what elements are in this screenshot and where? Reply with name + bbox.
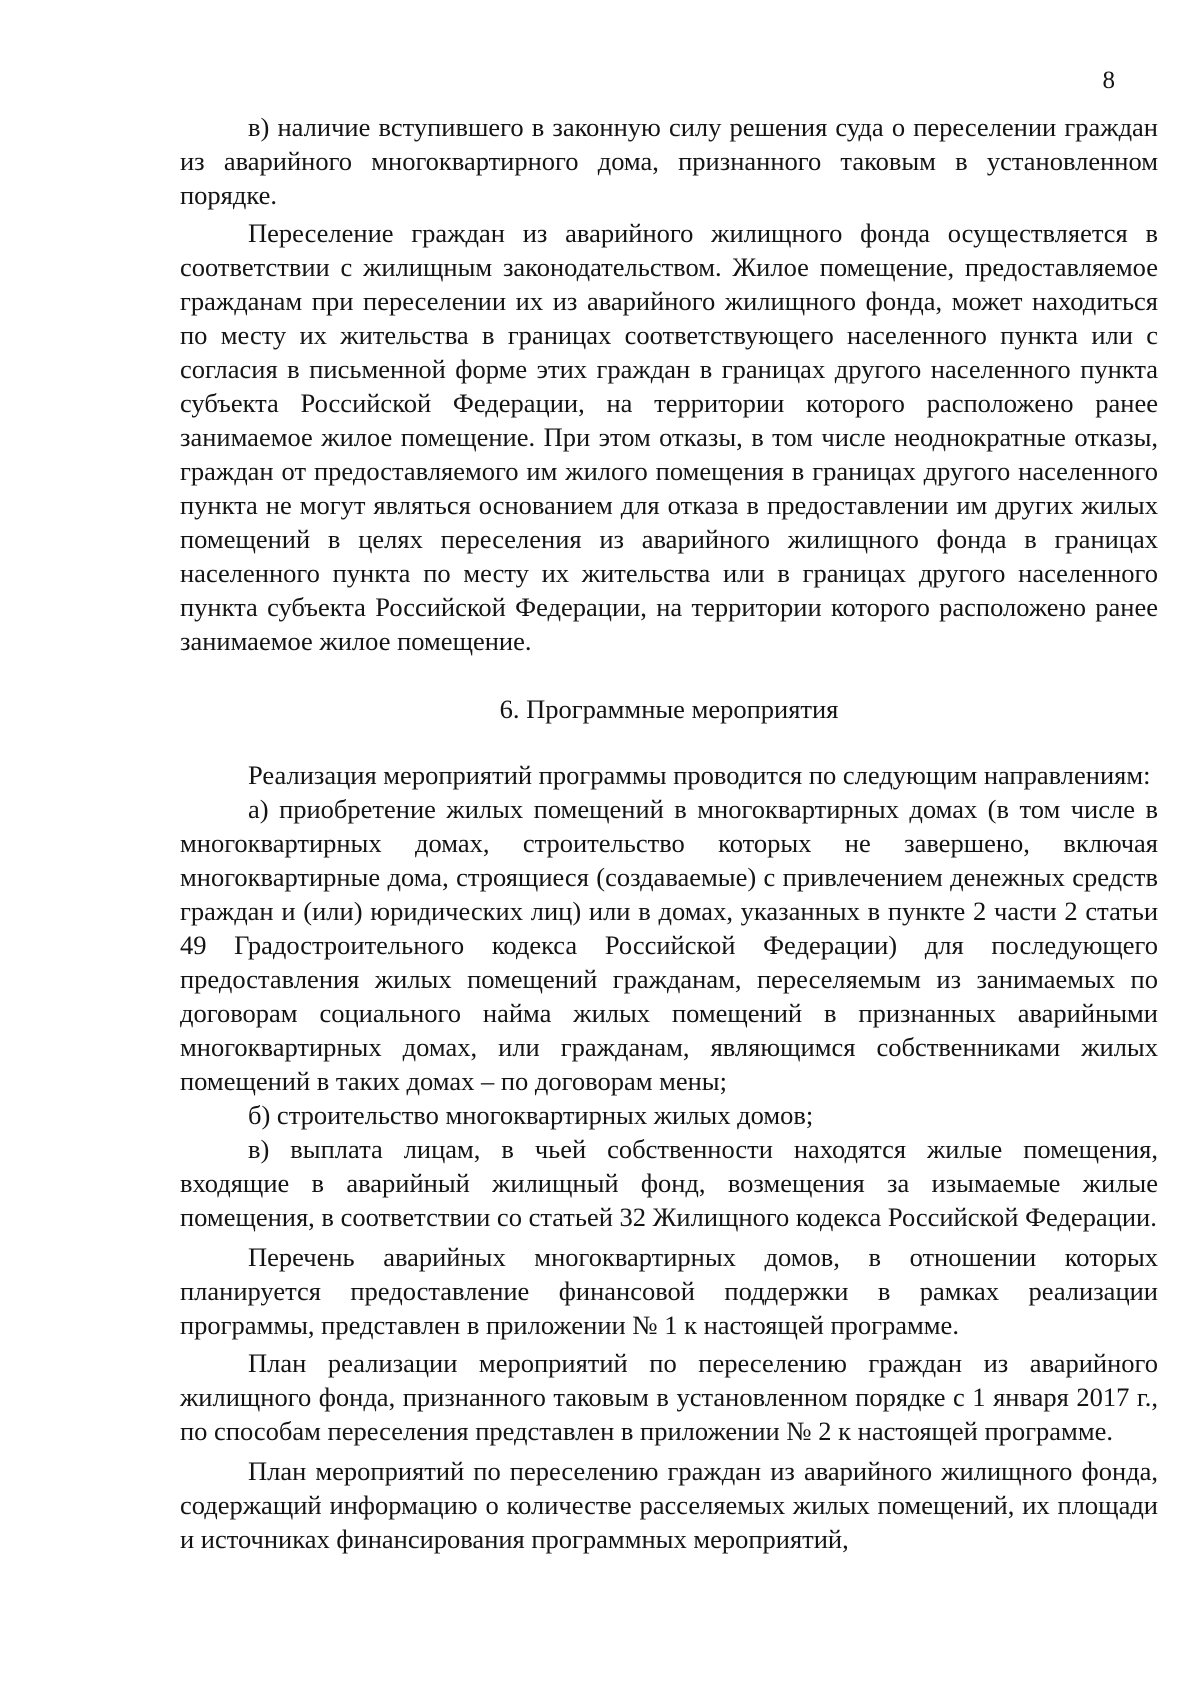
- paragraph-appendix-1: Перечень аварийных многоквартирных домов, в отношении которых планируется предоставление финансовой поддержки в рамках реализации программы, представлен в приложении № 1 к настоящей программе.: [180, 1242, 1158, 1340]
- page-number: 8: [1102, 67, 1115, 94]
- paragraph-resettlement: Переселение граждан из аварийного жилищного фонда осуществляется в соответствии с жилищным законодательством. Жилое помещение, предоставляемое гражданам при переселении их из аварийного жилищного фонда, может находиться по месту их жительства в границах соответствующего населенного пункта или с согласия в письменной форме этих граждан в границах другого населенного пункта субъекта Российской Федерации, на территории которого расположено ранее занимаемое жилое помещение. При этом отказы, в том числе неоднократные отказы, граждан от предоставляемого им жилого помещения в границах другого населенного пункта не могут являться основанием для отказа в предоставлении им других жилых помещений в целях переселения из аварийного жилищного фонда в границах населенного пункта по месту их жительства или в границах другого населенного пункта субъекта Российской Федерации, на территории которого расположено ранее занимаемое жилое помещение.: [180, 218, 1158, 656]
- paragraph-appendix-2: План реализации мероприятий по переселению граждан из аварийного жилищного фонда, признанного таковым в установленном порядке с 1 января 2017 г., по способам переселения представлен в приложении № 2 к настоящей программе.: [180, 1348, 1158, 1446]
- document-body: [180, 110, 1158, 1556]
- paragraph-item-b: б) строительство многоквартирных жилых домов;: [248, 1100, 814, 1130]
- section-title: 6. Программные мероприятия: [499, 694, 839, 724]
- paragraph-court-decision: в) наличие вступившего в законную силу решения суда о переселении граждан из аварийного многоквартирного дома, признанного таковым в установленном порядке.: [180, 112, 1158, 210]
- paragraph-directions: Реализация мероприятий программы проводится по следующим направлениям:: [248, 760, 1151, 790]
- paragraph-plan: План мероприятий по переселению граждан из аварийного жилищного фонда, содержащий информацию о количестве расселяемых жилых помещений, их площади и источниках финансирования программных мероприятий,: [180, 1456, 1158, 1554]
- paragraph-item-v: в) выплата лицам, в чьей собственности находятся жилые помещения, входящие в аварийный жилищный фонд, возмещения за изымаемые жилые помещения, в соответствии со статьей 32 Жилищного кодекса Российской Федерации.: [180, 1134, 1158, 1232]
- paragraph-item-a: а) приобретение жилых помещений в многоквартирных домах (в том числе в многоквартирных домах, строительство которых не завершено, включая многоквартирные дома, строящиеся (создаваемые) с привлечением денежных средств граждан и (или) юридических лиц) или в домах, указанных в пункте 2 части 2 статьи 49 Градостроительного кодекса Российской Федерации) для последующего предоставления жилых помещений гражданам, переселяемым из занимаемых по договорам социального найма жилых помещений в признанных аварийными многоквартирных домах, или гражданам, являющимся собственниками жилых помещений в таких домах – по договорам мены;: [180, 794, 1158, 1096]
